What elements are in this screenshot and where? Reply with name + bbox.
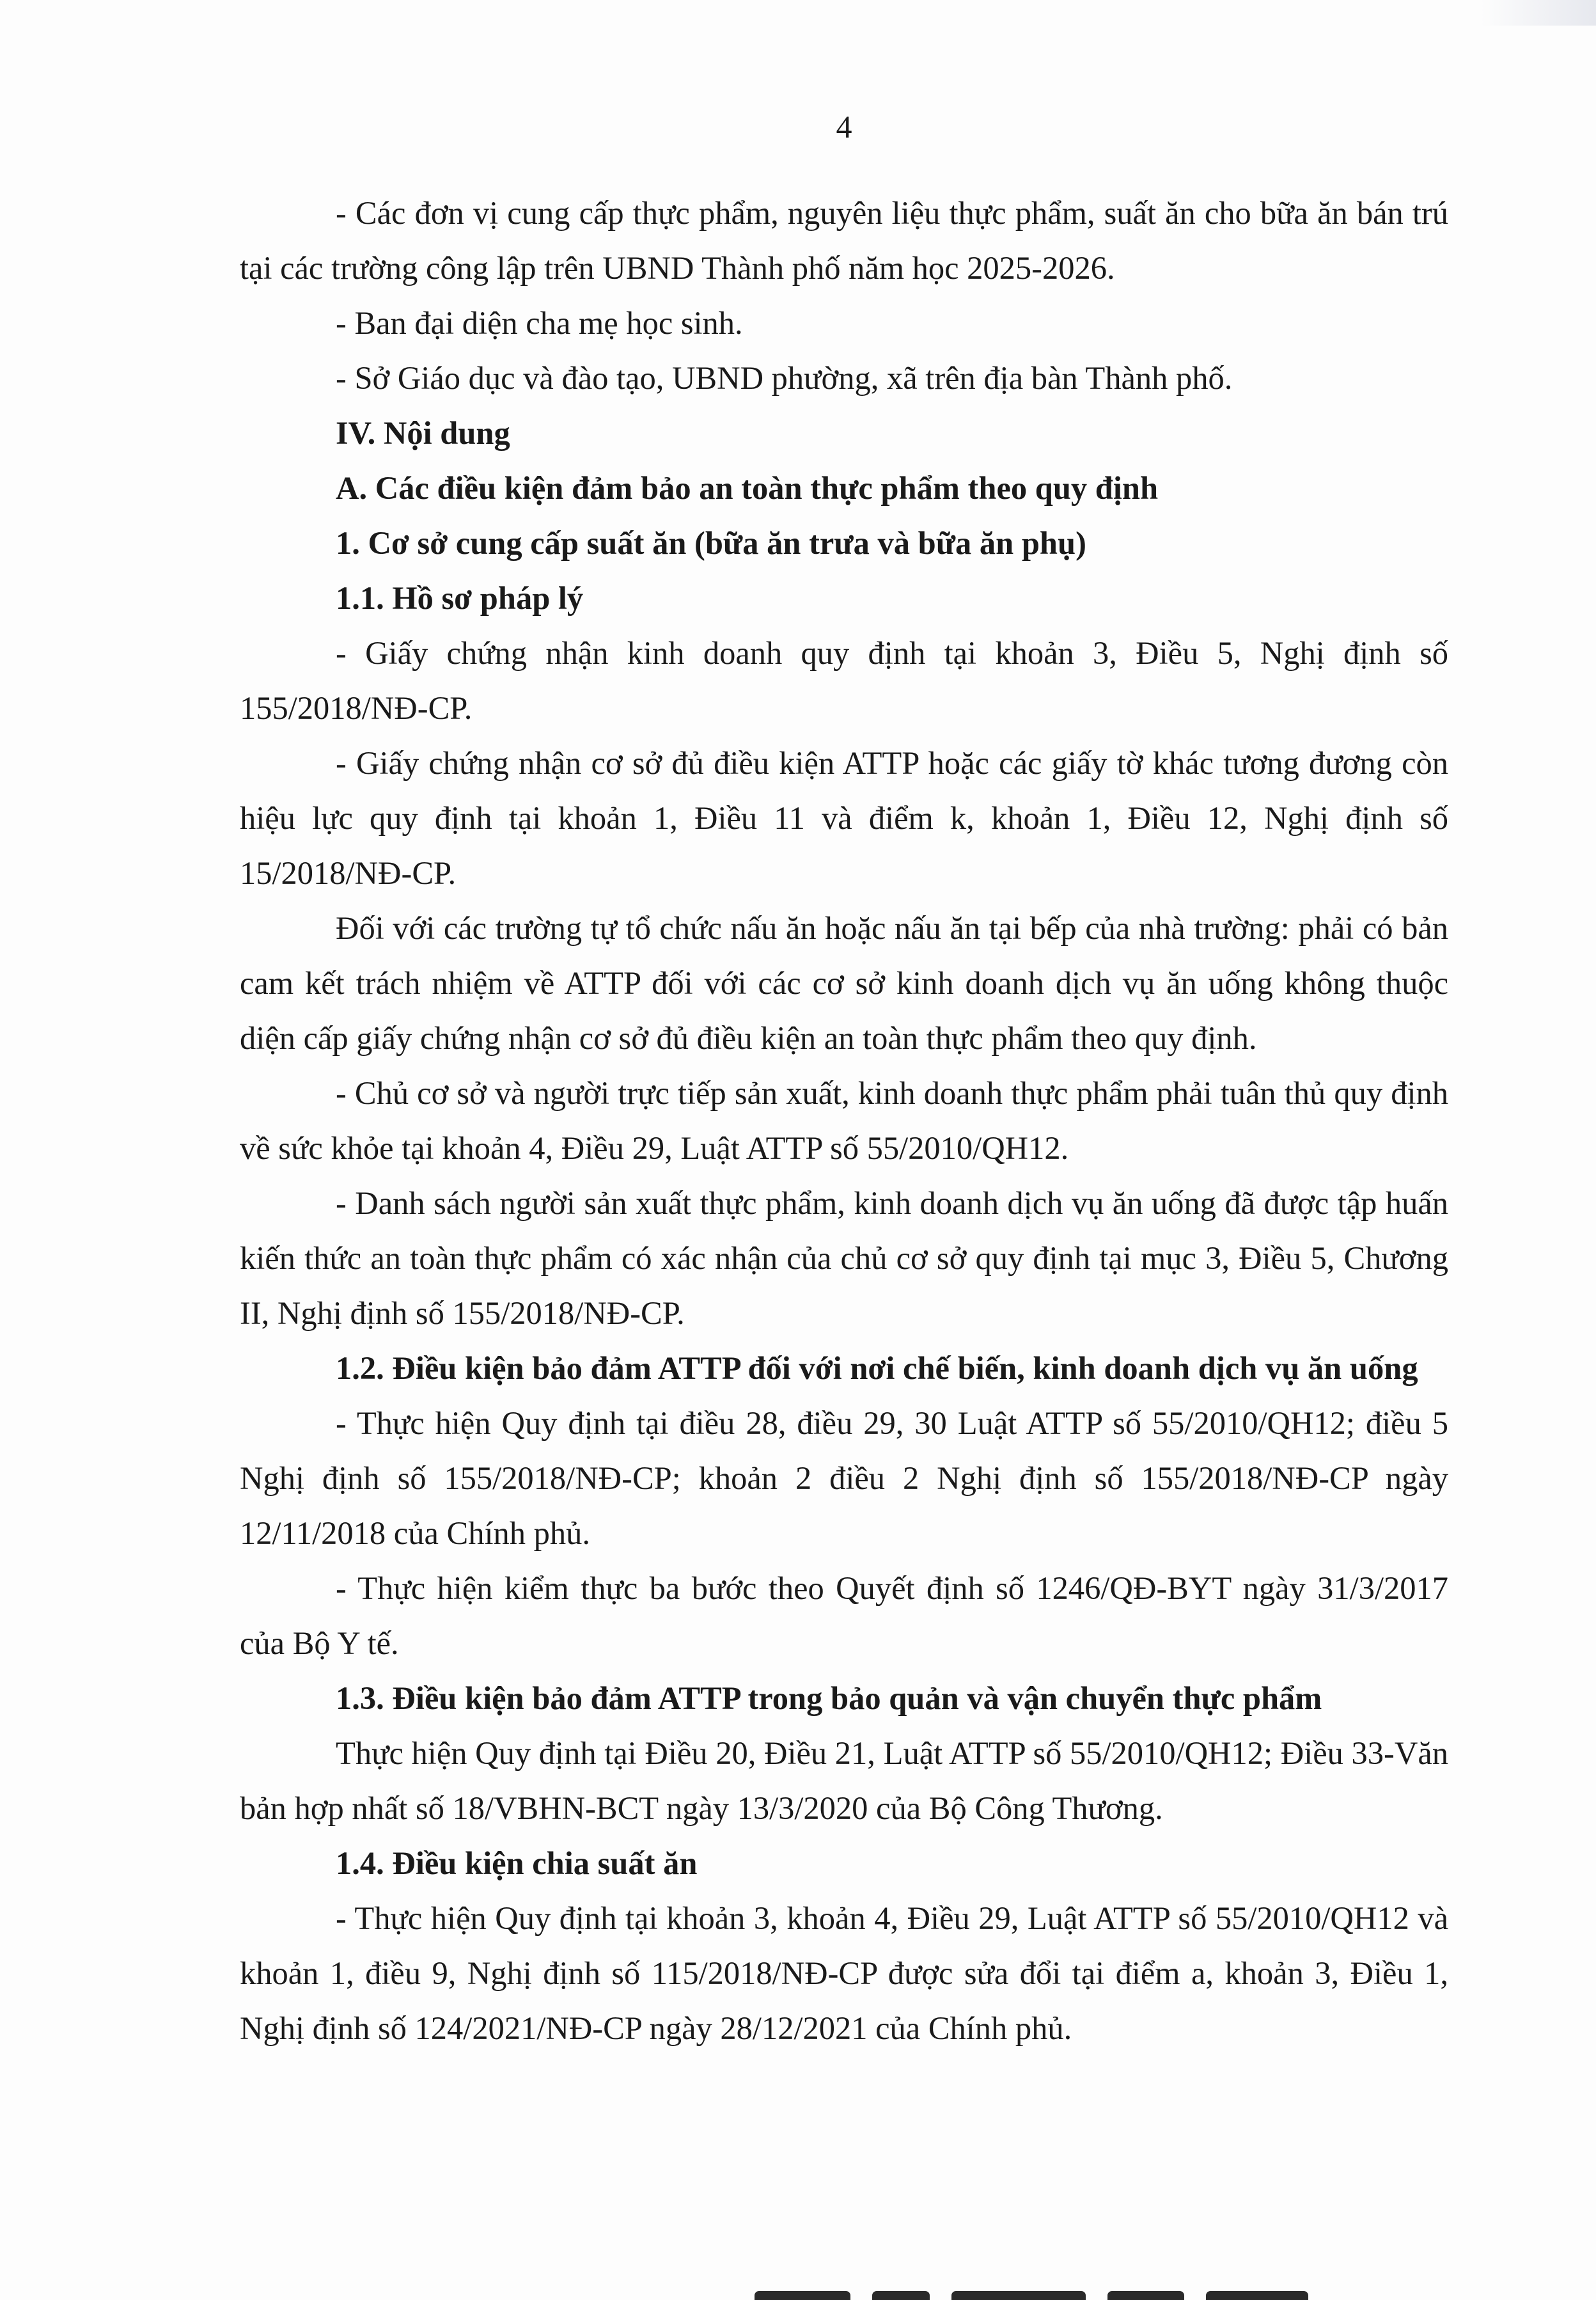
- paragraph: - Danh sách người sản xuất thực phẩm, kinh doanh dịch vụ ăn uống đã được tập huấn kiến thức an toàn thực phẩm có xác nhận của chủ cơ sở quy định tại mục 3, Điều 5, Chương II, Nghị định số 155/2018/NĐ-CP.: [240, 1185, 1448, 1331]
- page-number: 4: [836, 109, 852, 145]
- paragraph: Đối với các trường tự tổ chức nấu ăn hoặc nấu ăn tại bếp của nhà trường: phải có bản cam kết trách nhiệm về ATTP đối với các cơ sở kinh doanh dịch vụ ăn uống không thuộc diện cấp giấy chứng nhận cơ sở đủ điều kiện an toàn thực phẩm theo quy định.: [240, 910, 1448, 1056]
- next-page-text-fragment: [755, 2277, 1330, 2300]
- section-heading: IV. Nội dung: [336, 415, 510, 451]
- paragraph: - Thực hiện kiểm thực ba bước theo Quyết định số 1246/QĐ-BYT ngày 31/3/2017 của Bộ Y tế.: [240, 1570, 1448, 1661]
- subsection-heading: 1.2. Điều kiện bảo đảm ATTP đối với nơi chế biến, kinh doanh dịch vụ ăn uống: [336, 1350, 1418, 1386]
- scan-edge-shade: [1481, 0, 1596, 26]
- subsection-heading: 1.4. Điều kiện chia suất ăn: [336, 1845, 698, 1881]
- paragraph: - Chủ cơ sở và người trực tiếp sản xuất, kinh doanh thực phẩm phải tuân thủ quy định về sức khỏe tại khoản 4, Điều 29, Luật ATTP số 55/2010/QH12.: [240, 1075, 1448, 1166]
- paragraph: Thực hiện Quy định tại Điều 20, Điều 21, Luật ATTP số 55/2010/QH12; Điều 33-Văn bản hợp nhất số 18/VBHN-BCT ngày 13/3/2020 của Bộ Công Thương.: [240, 1735, 1448, 1826]
- paragraph: - Thực hiện Quy định tại khoản 3, khoản 4, Điều 29, Luật ATTP số 55/2010/QH12 và khoản 1, điều 9, Nghị định số 115/2018/NĐ-CP được sửa đổi tại điểm a, khoản 3, Điều 1, Nghị định số 124/2021/NĐ-CP ngày 28/12/2021 của Chính phủ.: [240, 1900, 1448, 2046]
- document-body: [240, 185, 1448, 2056]
- section-heading: A. Các điều kiện đảm bảo an toàn thực phẩm theo quy định: [336, 470, 1159, 506]
- paragraph: - Các đơn vị cung cấp thực phẩm, nguyên liệu thực phẩm, suất ăn cho bữa ăn bán trú tại các trường công lập trên UBND Thành phố năm học 2025-2026.: [240, 195, 1448, 286]
- paragraph: - Ban đại diện cha mẹ học sinh.: [336, 305, 743, 341]
- paragraph: - Sở Giáo dục và đào tạo, UBND phường, xã trên địa bàn Thành phố.: [336, 360, 1233, 396]
- paragraph: - Thực hiện Quy định tại điều 28, điều 29, 30 Luật ATTP số 55/2010/QH12; điều 5 Nghị định số 155/2018/NĐ-CP; khoản 2 điều 2 Nghị định số 155/2018/NĐ-CP ngày 12/11/2018 của Chính phủ.: [240, 1405, 1448, 1551]
- paragraph: - Giấy chứng nhận kinh doanh quy định tại khoản 3, Điều 5, Nghị định số 155/2018/NĐ-CP.: [240, 635, 1448, 726]
- section-heading: 1. Cơ sở cung cấp suất ăn (bữa ăn trưa và bữa ăn phụ): [336, 525, 1086, 561]
- paragraph: - Giấy chứng nhận cơ sở đủ điều kiện ATTP hoặc các giấy tờ khác tương đương còn hiệu lực quy định tại khoản 1, Điều 11 và điểm k, khoản 1, Điều 12, Nghị định số 15/2018/NĐ-CP.: [240, 745, 1448, 891]
- subsection-heading: 1.1. Hồ sơ pháp lý: [336, 580, 584, 616]
- subsection-heading: 1.3. Điều kiện bảo đảm ATTP trong bảo quản và vận chuyển thực phẩm: [336, 1680, 1322, 1716]
